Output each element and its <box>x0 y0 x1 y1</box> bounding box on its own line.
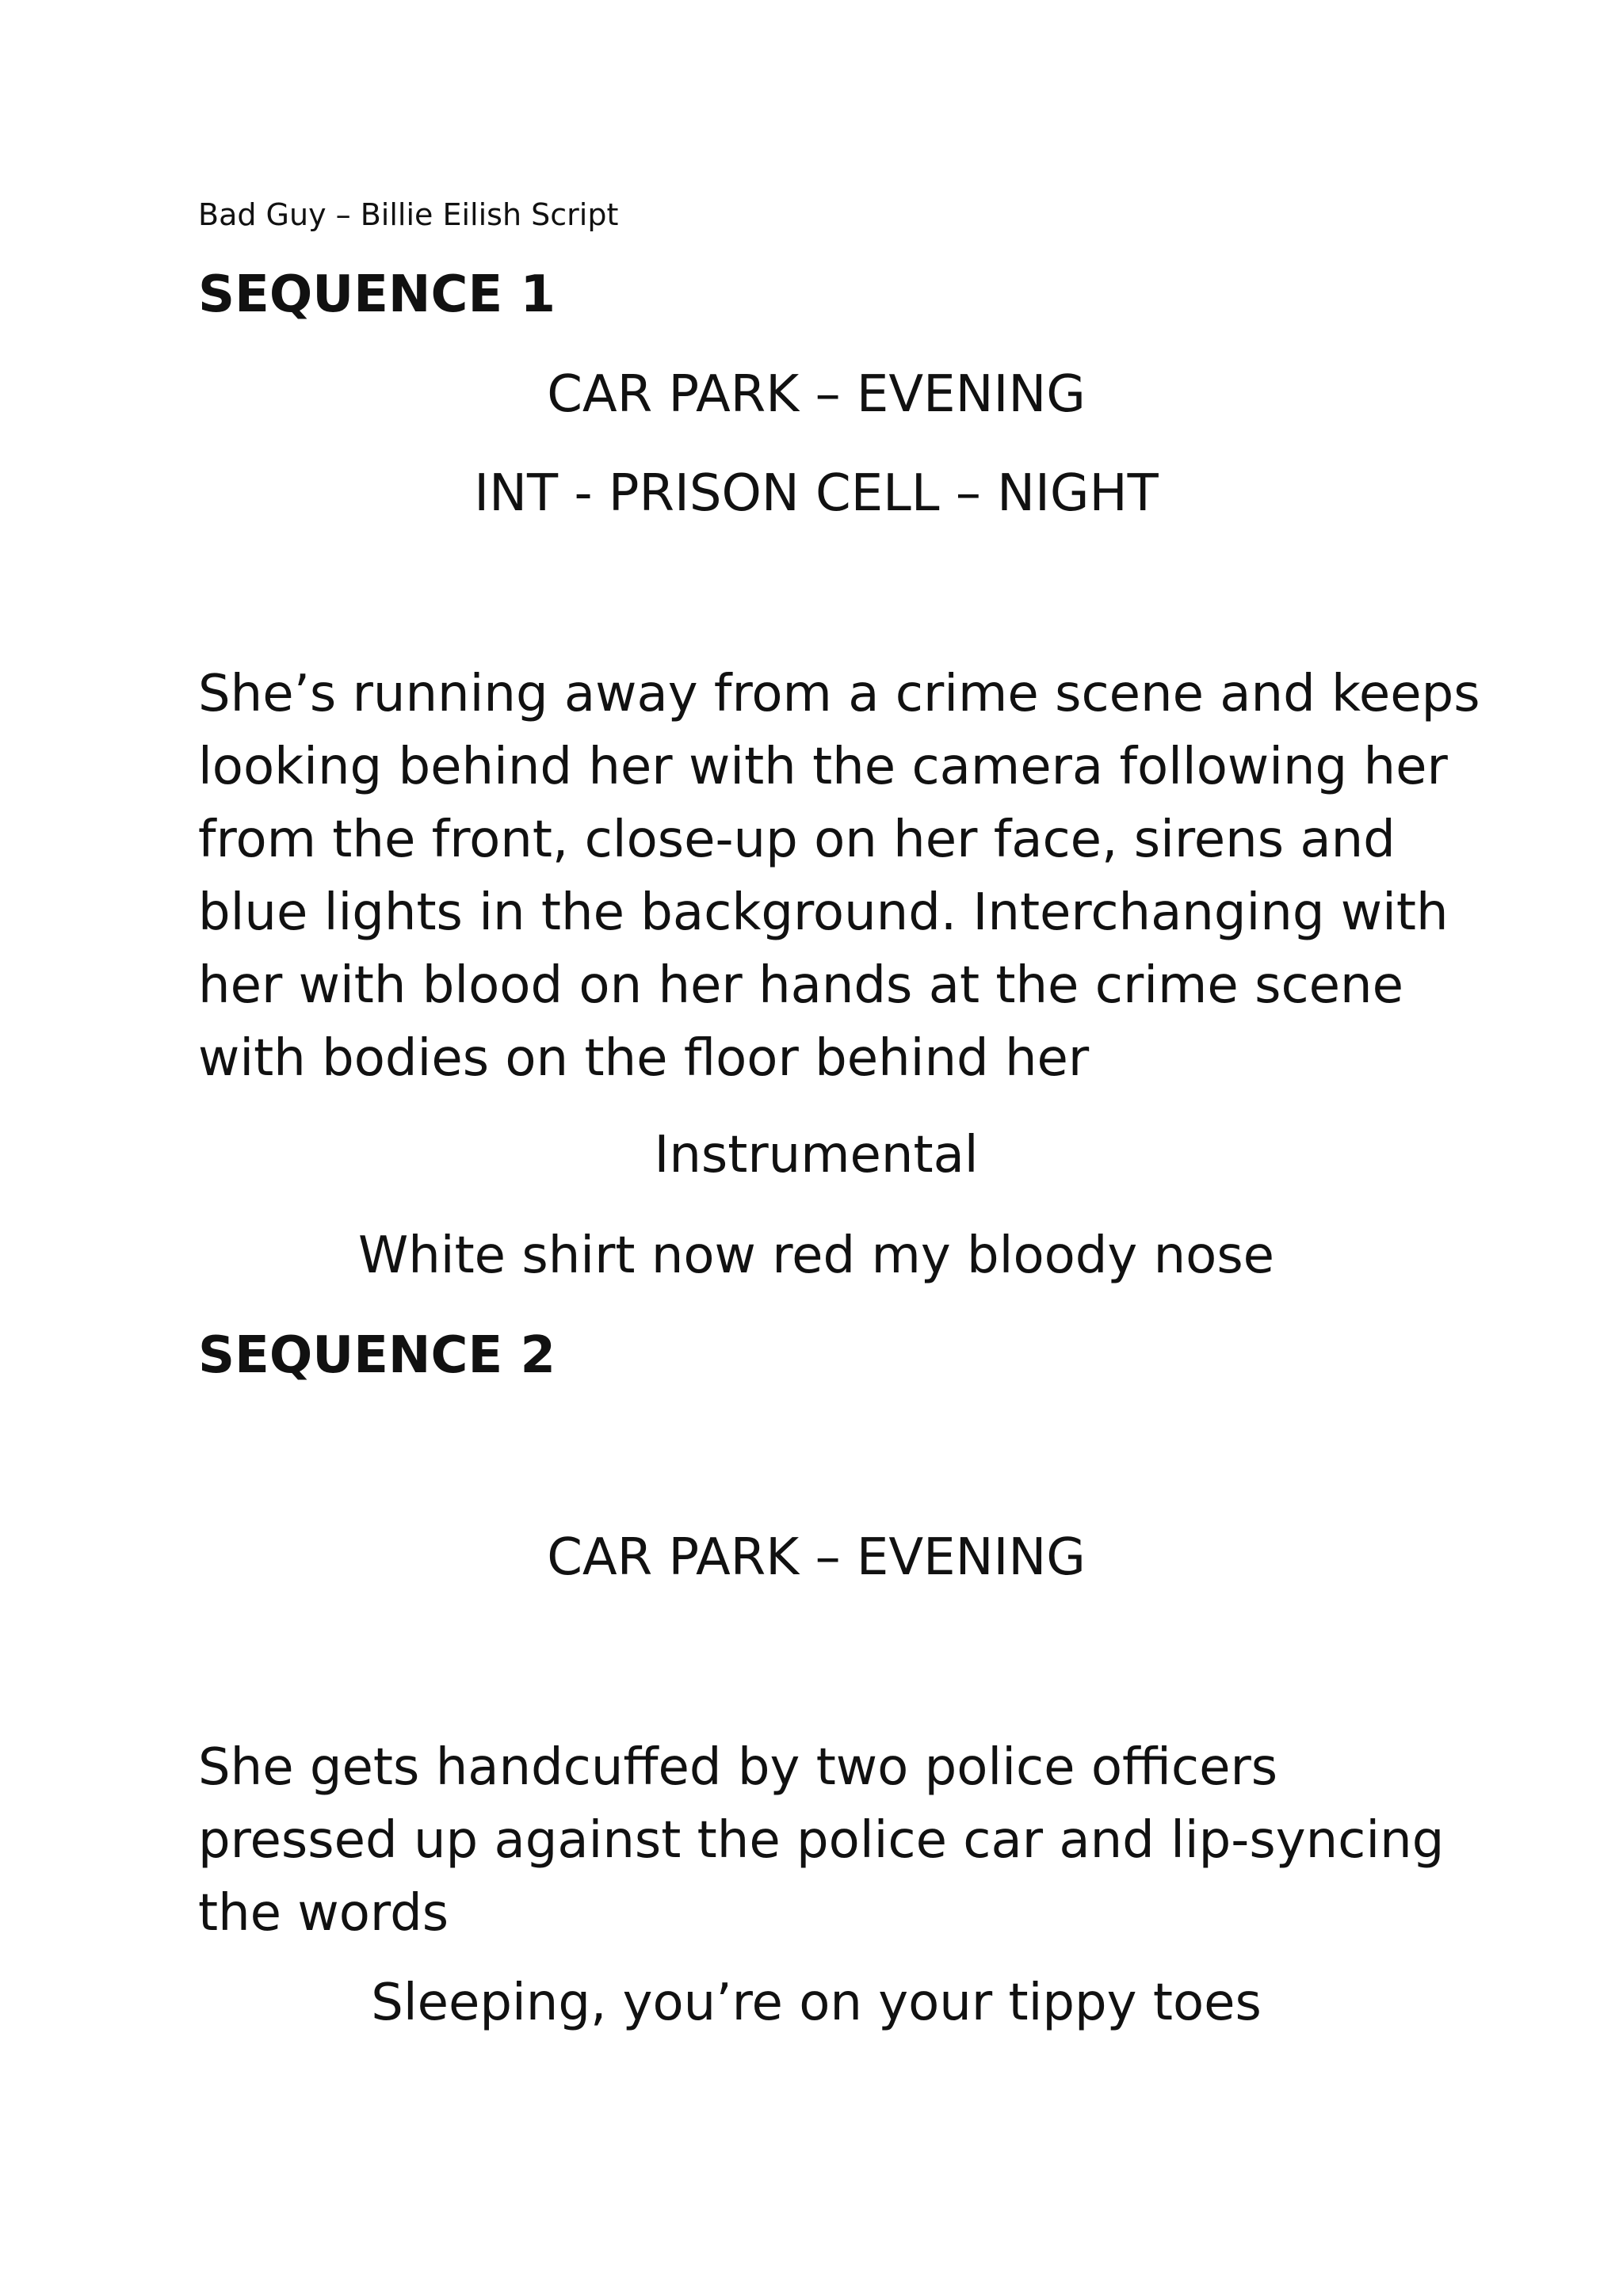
scene-heading-car-park: CAR PARK – EVENING <box>547 365 1086 424</box>
action-line: She’s running away from a crime scene and keeps <box>198 665 1480 723</box>
action-line: the words <box>198 1884 449 1943</box>
sequence-1-title: SEQUENCE 1 <box>198 265 556 324</box>
running-header: Bad Guy – Billie Eilish Script <box>198 197 619 232</box>
scene-heading-prison-cell: INT - PRISON CELL – NIGHT <box>474 464 1159 523</box>
action-line: blue lights in the background. Interchanging with <box>198 883 1449 942</box>
action-line: her with blood on her hands at the crime scene <box>198 956 1403 1015</box>
action-line: pressed up against the police car and lip-syncing <box>198 1811 1445 1870</box>
instrumental-cue: Instrumental <box>654 1126 979 1184</box>
sequence-2-action <box>198 1731 1445 1950</box>
action-line: with bodies on the floor behind her <box>198 1029 1090 1088</box>
sequence-1-action <box>198 658 1480 1095</box>
lyric-line-2: Sleeping, you’re on your tippy toes <box>371 1974 1262 2032</box>
action-line: from the front, close-up on her face, sirens and <box>198 810 1396 869</box>
sequence-2-title: SEQUENCE 2 <box>198 1326 556 1385</box>
action-line: looking behind her with the camera following her <box>198 738 1448 796</box>
action-line: She gets handcuffed by two police officers <box>198 1738 1278 1797</box>
lyric-line-1: White shirt now red my bloody nose <box>357 1226 1275 1285</box>
scene-heading-car-park-2: CAR PARK – EVENING <box>547 1528 1086 1587</box>
